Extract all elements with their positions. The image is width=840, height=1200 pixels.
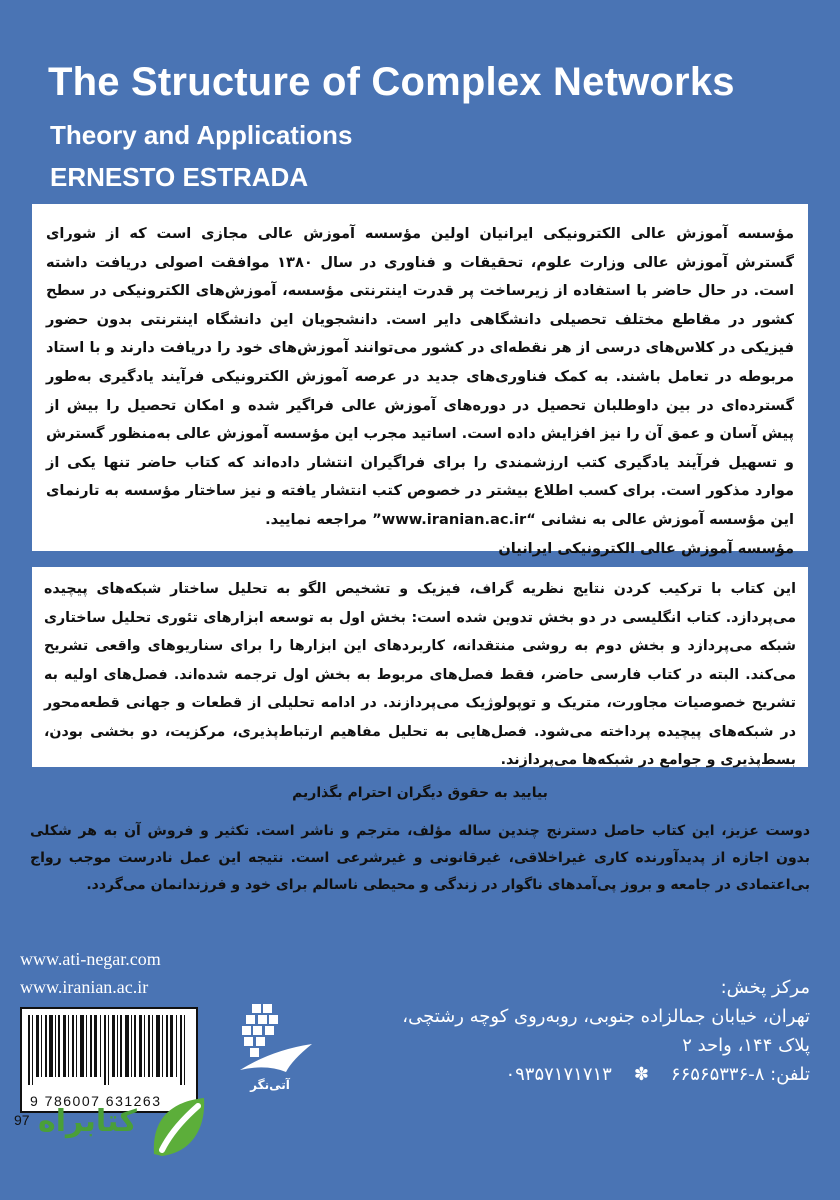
institute-paragraph: مؤسسه آموزش عالی الکترونیکی ایرانیان اولین مؤسسه آموزش عالی مجازی است که از شورای گسترش آموزش عالی وزارت علوم، تحقیقات و فناوری در سال ۱۳۸۰ موافقت اصولی دریافت داشته است. در حال حاضر با استفاده از زیرساخت پر قدرت اینترنتی مؤسسه، آموزش‌های الکترونیکی در سطح کشور در مقاطع مختلف تحصیلی دانشگاهی دایر است. دانشجویان این دانشگاه اینترنتی بدون حضور فیزیکی در کلاس‌های درسی از هر نقطه‌ای در کشور می‌توانند آموزش‌های خود را دریافت دارند و با استاد مربوطه در تعامل باشند. به کمک فناوری‌های جدید در عرصه آموزش الکترونیکی فرآیند یادگیری به‌طور گسترده‌ای در بین داوطلبان تحصیل در دوره‌های آموزش عالی فراگیر شده و امکان تحصیل را بیش از پیش آسان و عمق آن را نیز افزایش داده است. اساتید مجرب این مؤسسه آموزش عالی به‌منظور گسترش و تسهیل فرآیند یادگیری کتب ارزشمندی را برای فراگیران انتشار داده‌اند که کتاب حاضر تنها یکی از موارد مذکور است. برای کسب اطلاع بیشتر در خصوص کتب انتشار یافته و نیز ساختار مؤسسه به تارنمای این مؤسسه آموزش عالی به نشانی “www.iranian.ac.ir” مراجعه نمایید. [46,225,794,528]
institute-signature: مؤسسه آموزش عالی الکترونیکی ایرانیان [498,539,794,557]
watermark-text: کتابراه [38,1104,137,1139]
distribution-info [350,973,810,1089]
book-description-box [32,567,808,767]
distribution-phones [350,1060,810,1089]
book-title: The Structure of Complex Networks [48,60,735,104]
publisher-name: آتی‌نگر [250,1078,290,1092]
distribution-address-line1: تهران، خیابان جمالزاده جنوبی، روبه‌روی کوچه رشتچی، [402,1006,810,1027]
copyright-notice-text: دوست عزیز، این کتاب حاصل دسترنج چندین ساله مؤلف، مترجم و ناشر است. تکثیر و فروش آن به هر شکلی بدون اجازه از پدیدآورنده کاری غیراخلاقی، غیرقانونی و غیرشرعی است. نتیجه این عمل نادرست موجب رواج بی‌اعتمادی در جامعه و بروز پی‌آمدهای ناگوار در زندگی و محیطی ناسالم برای خود و فرزندانمان می‌گردد. [30,823,810,893]
isbn-fragment: 97 [14,1112,30,1128]
mobile-number: ۰۹۳۵۷۱۷۱۷۱۳ [505,1064,612,1085]
description-paragraph: این کتاب با ترکیب کردن نتایج نظریه گراف، فیزیک و تشخیص الگو به تحلیل ساختار شبکه‌های پیچیده می‌پردازد. کتاب انگلیسی در دو بخش تدوین شده است: بخش اول به توسعه ابزارهای تئوری تحلیل ساختاری شبکه می‌پردازد و بخش دوم به روشی منتقدانه، کاربردهای این ابزارها را برای سناریوهای واقعی تشریح می‌کند. البته در کتاب فارسی حاضر، فقط فصل‌های مربوط به بخش اول ترجمه شده‌اند. فصل‌های اولیه به تشریح خصوصیات مجاورت، متریک و توپولوژیک می‌پردازند. در ادامه تحلیلی از قطعات و جهانی قطعه‌محور در شبکه‌های پیچیده پرداخته می‌شود. فصل‌هایی به تحلیل مفاهیم ارتباط‌پذیری، مرکزیت، دو بخشی بودن، بسط‌پذیری و جوامع در شبکه‌ها می‌پردازند. [44,581,796,768]
barcode-number: 9 786007 631263 [30,1093,162,1109]
author-name: ERNESTO ESTRADA [50,162,309,192]
distribution-address-line2: پلاک ۱۴۴، واحد ۲ [682,1035,810,1056]
phone-number: تلفن: ۸-۶۶۵۶۵۳۳۶ [670,1064,810,1085]
copyright-notice-title: بیایید به حقوق دیگران احترام بگذاریم [292,785,548,801]
separator-star-icon: ✽ [633,1064,649,1085]
institute-info-box [32,204,808,557]
watermark-leaf-icon [148,1094,210,1160]
website-list [20,945,220,1001]
barcode-bars-icon [22,1009,196,1093]
book-subtitle: Theory and Applications [50,120,353,150]
website-url-1[interactable]: www.ati-negar.com [20,949,161,969]
distribution-label: مرکز پخش: [720,977,810,998]
website-url-2[interactable]: www.iranian.ac.ir [20,977,149,997]
